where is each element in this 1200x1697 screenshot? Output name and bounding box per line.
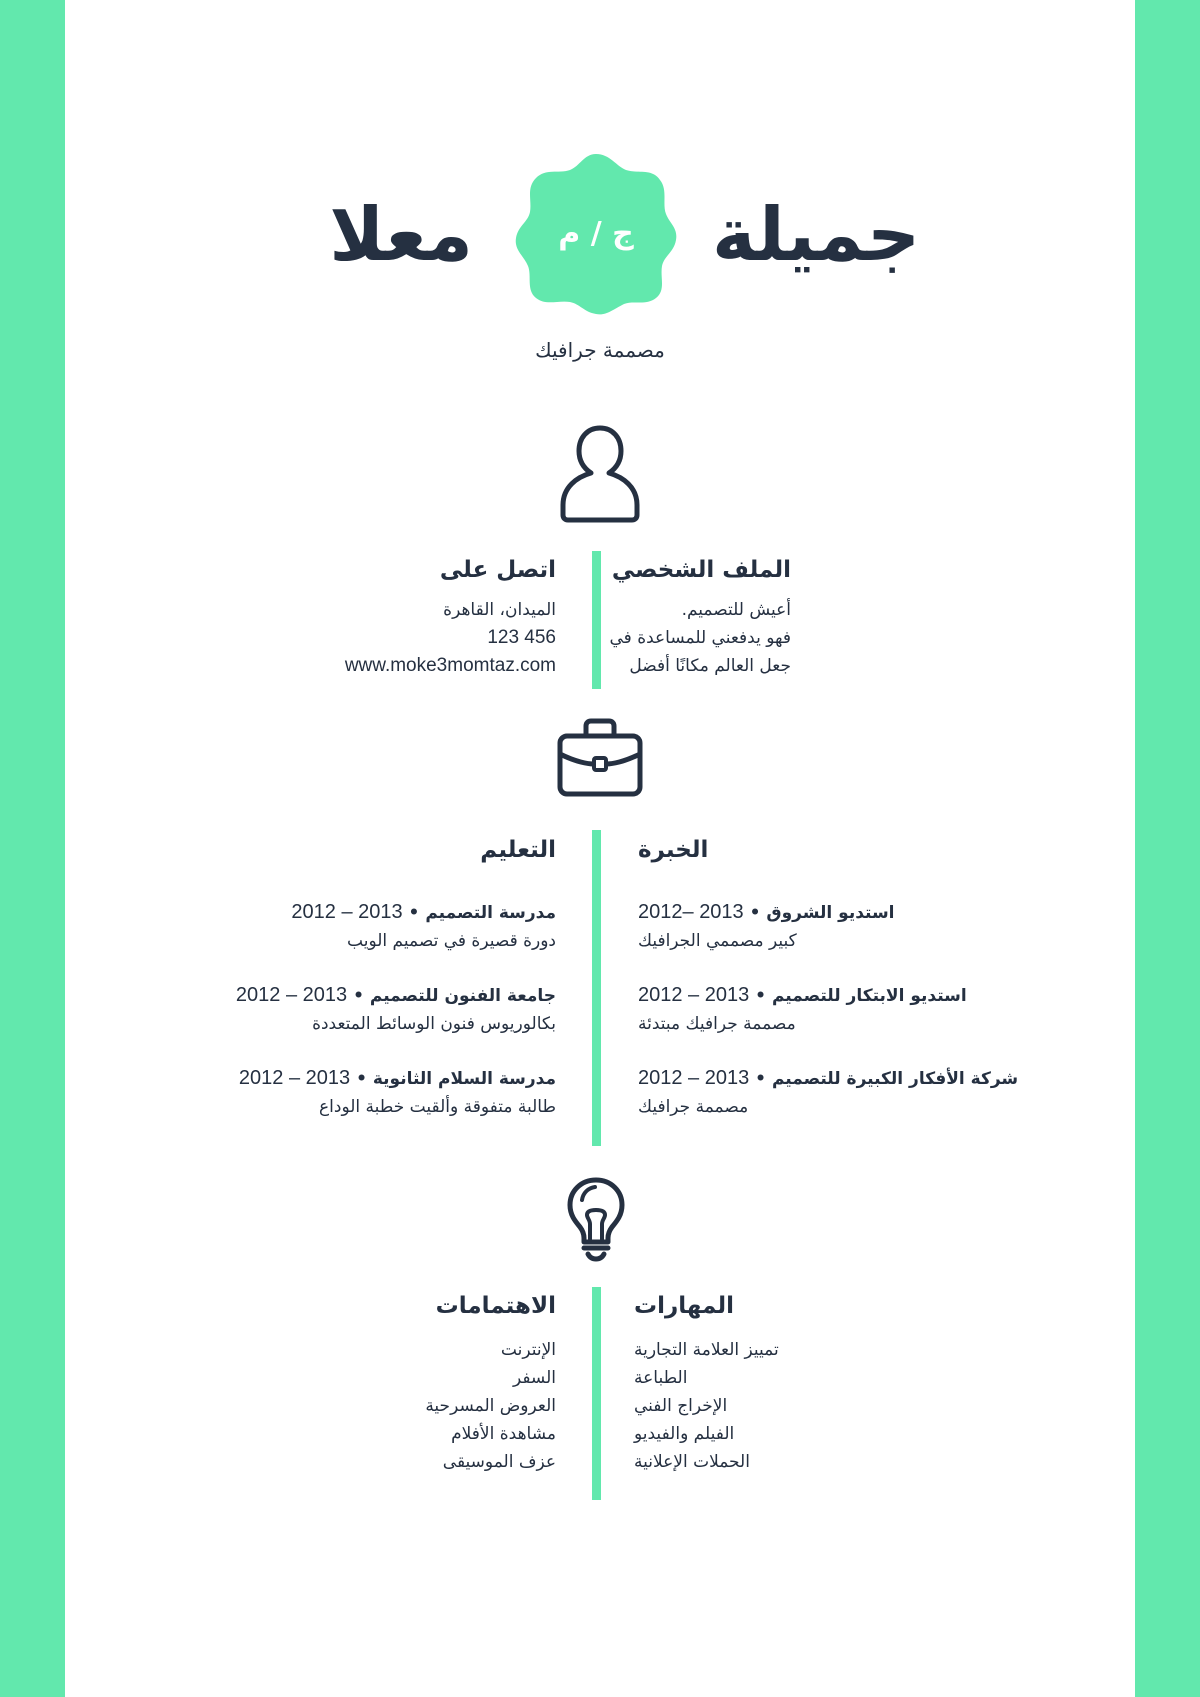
profile-line: أعيش للتصميم. — [681, 600, 791, 620]
skills-section — [634, 1290, 779, 1476]
experience-place: استديو الابتكار للتصميم — [771, 986, 967, 1006]
right-accent-bar — [1135, 0, 1200, 1697]
divider-profile — [592, 551, 601, 689]
contact-website[interactable]: www.moke3momtaz.com — [344, 655, 556, 676]
interest-item: العروض المسرحية — [425, 1396, 556, 1416]
interest-item: مشاهدة الأفلام — [451, 1424, 556, 1444]
briefcase-icon — [556, 718, 644, 802]
experience-role: مصممة جرافيك مبتدئة — [638, 1014, 796, 1034]
education-place: مدرسة التصميم — [425, 903, 556, 923]
skill-item: الفيلم والفيديو — [634, 1424, 735, 1444]
divider-skills — [592, 1287, 601, 1500]
experience-role: كبير مصممي الجرافيك — [638, 931, 797, 951]
experience-entry: استديو الابتكار للتصميم • 2013 – 2012 مصممة جرافيك مبتدئة — [638, 984, 967, 1034]
interests-title: الاهتمامات — [435, 1293, 556, 1319]
experience-dates: 2013 – 2012 — [638, 984, 750, 1006]
contact-phone: 123 456 — [487, 627, 556, 648]
education-entry: مدرسة السلام الثانوية • 2013 – 2012 طالبة متفوقة وألقيت خطبة الوداع — [236, 1064, 556, 1121]
education-entry: جامعة الفنون للتصميم • 2013 – 2012 بكالوريوس فنون الوسائط المتعددة — [236, 981, 556, 1038]
skills-title: المهارات — [634, 1293, 734, 1319]
education-place: مدرسة السلام الثانوية — [372, 1069, 556, 1089]
monogram-badge — [514, 152, 678, 316]
education-desc: طالبة متفوقة وألقيت خطبة الوداع — [319, 1097, 556, 1117]
contact-section — [345, 554, 556, 680]
experience-entry: شركة الأفكار الكبيرة للتصميم • 2013 – 2012 مصممة جرافيك — [638, 1067, 1019, 1117]
education-desc: دورة قصيرة في تصميم الويب — [347, 931, 556, 951]
user-icon — [557, 423, 643, 529]
monogram-text: ج / م — [558, 216, 634, 251]
profile-section — [610, 554, 792, 680]
lightbulb-icon — [565, 1176, 627, 1266]
experience-dates: 2013 –2012 — [638, 901, 744, 923]
experience-dates: 2013 – 2012 — [638, 1067, 750, 1089]
profile-title: الملف الشخصي — [611, 557, 791, 583]
skill-item: تمييز العلامة التجارية — [634, 1340, 779, 1360]
interest-item: عزف الموسيقى — [442, 1452, 556, 1472]
experience-place: شركة الأفكار الكبيرة للتصميم — [771, 1069, 1019, 1089]
education-dates: 2013 – 2012 — [238, 1067, 351, 1089]
left-accent-bar — [0, 0, 65, 1697]
interests-section — [425, 1290, 556, 1476]
contact-address: الميدان، القاهرة — [443, 600, 556, 620]
education-entry: مدرسة التصميم • 2013 – 2012 دورة قصيرة في تصميم الويب — [236, 898, 556, 955]
education-dates: 2013 – 2012 — [235, 984, 348, 1006]
education-title: التعليم — [480, 837, 556, 863]
education-desc: بكالوريوس فنون الوسائط المتعددة — [312, 1014, 556, 1034]
divider-experience — [592, 830, 601, 1146]
experience-role: مصممة جرافيك — [638, 1097, 749, 1117]
education-dates: 2013 – 2012 — [291, 901, 403, 923]
skill-item: الطباعة — [634, 1368, 688, 1388]
first-name: جميلة — [712, 192, 921, 278]
profile-line: جعل العالم مكانًا أفضل — [629, 656, 791, 676]
interest-item: الإنترنت — [500, 1340, 556, 1360]
job-title: مصممة جرافيك — [535, 338, 665, 362]
experience-place: استديو الشروق — [766, 903, 895, 923]
interest-item: السفر — [512, 1368, 556, 1388]
education-section — [236, 834, 556, 1147]
experience-section — [638, 834, 1018, 1147]
skill-item: الحملات الإعلانية — [634, 1452, 750, 1472]
last-name: معلا — [329, 192, 473, 278]
experience-entry: استديو الشروق • 2013 –2012 كبير مصممي الجرافيك — [638, 901, 895, 951]
skill-item: الإخراج الفني — [634, 1396, 728, 1416]
experience-title: الخبرة — [638, 837, 709, 863]
education-place: جامعة الفنون للتصميم — [369, 986, 556, 1006]
profile-line: فهو يدفعني للمساعدة في — [609, 628, 791, 648]
contact-title: اتصل على — [439, 557, 556, 583]
